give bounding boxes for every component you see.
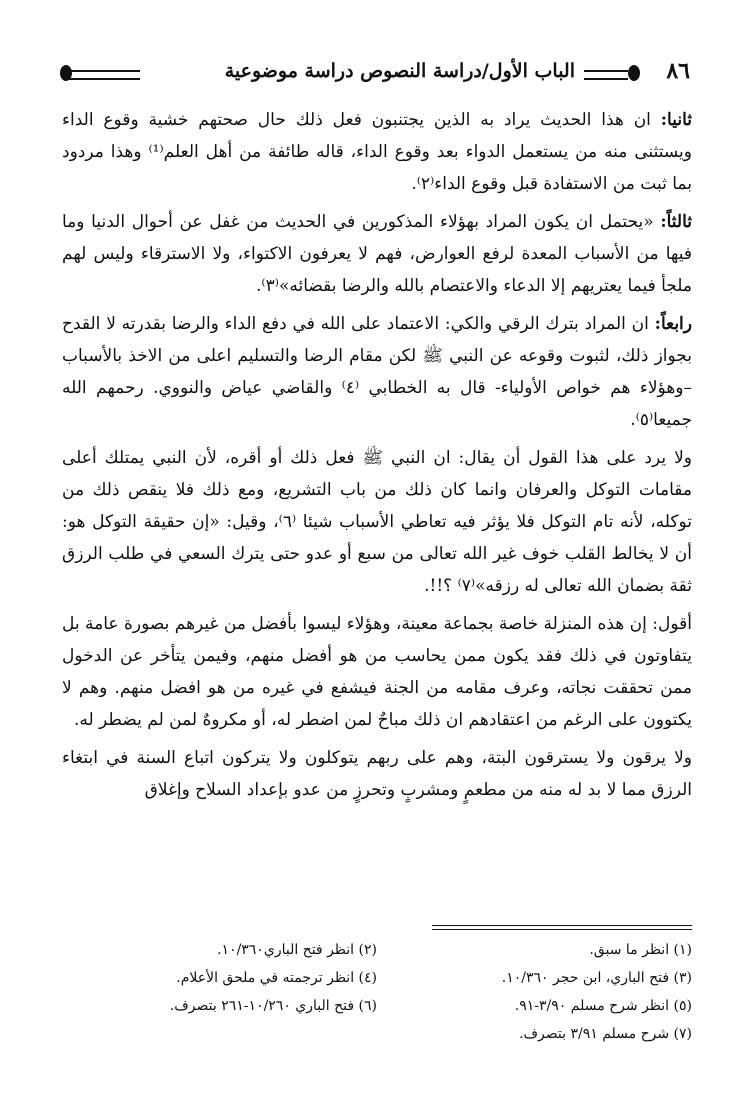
paragraph <box>62 206 692 302</box>
footnote: (٦) فتح الباري ١٠/٢٦٠-٢٦١ بتصرف. <box>169 998 377 1014</box>
footnote: (٣) فتح الباري، ابن حجر ١٠/٣٦٠. <box>501 970 692 986</box>
paragraph-lead: ثالثاً: <box>660 212 692 232</box>
paragraph <box>62 308 692 436</box>
footnote: (٧) شرح مسلم ٣/٩١ بتصرف. <box>519 1026 692 1042</box>
paragraph <box>62 104 692 200</box>
paragraph-text: ولا يرقون ولا يسترقون البتة، وهم على ربهم يتوكلون ولا يتركون اتباع السنة في ابتغاء الرزق مما لا بد له منه من مطعمٍ ومشربٍ وتحرزٍ من عدو بإعداد السلاح وإغلاق <box>62 748 692 800</box>
paragraph-text: ان المراد بترك الرقي والكي: الاعتماد على الله في دفع الداء والرضا بقدرته لا القدح بجواز ذلك، لثبوت وقوعه عن النبي ﷺ لكن مقام الرضا والتسليم اعلى من الاخذ بالأسباب –وهؤلاء هم خواص الأولياء- قال به الخطابي ⁽٤⁾ والقاضي عياض والنووي. رحمهم الله جميعا⁽٥⁾. <box>62 314 692 430</box>
paragraph-text: ولا يرد على هذا القول أن يقال: ان النبي ﷺ فعل ذلك أو أقره، لأن النبي يمتلك أعلى مقامات التوكل والعرفان وانما كان ذلك من باب التشريع، ومع ذلك فلا ينقص ذلك من توكله، لأنه تام التوكل فلا يؤثر فيه تعاطي الأسباب شيئا ⁽٦⁾، وقيل: «إن حقيقة التوكل هو: أن لا يخالط القلب خوف غير الله تعالى من سبع أو عدو حتى يترك السعي في طلب الرزق ثقة بضمان الله تعالى له رزقه»⁽٧⁾ ؟!!. <box>62 448 693 596</box>
paragraph <box>62 742 692 806</box>
paragraph-text: ان هذا الحديث يراد به الذين يجتنبون فعل ذلك حال صحتهم خشية وقوع الداء ويستثنى منه من يستعمل الدواء بعد وقوع الداء، قاله طائفة من أهل العلم⁽¹⁾ وهذا مردود بما ثبت من الاستفادة قبل وقوع الداء⁽٢⁾. <box>62 110 692 194</box>
paragraph <box>62 442 692 602</box>
footnote: (١) انظر ما سبق. <box>589 942 692 958</box>
paragraph-lead: ثانيا: <box>660 110 692 130</box>
ornament-dot <box>60 65 72 81</box>
footnote-row <box>62 964 692 992</box>
page-number: ٨٦ <box>666 58 690 84</box>
footnotes <box>62 936 692 1048</box>
chapter-title: الباب الأول/دراسة النصوص دراسة موضوعية <box>224 60 575 82</box>
footnote: (٢) انظر فتح الباري١٠/٣٦٠. <box>217 942 377 958</box>
paragraph-text: «يحتمل ان يكون المراد بهؤلاء المذكورين في الحديث من غفل عن أحوال الدنيا وما فيها من الأسباب المعدة لرفع العوارض، فهم لا يعرفون الاكتواء، ولا الاسترقاء وليس لهم ملجأ فيما يعتريهم إلا الدعاء والاعتصام بالله والرضا بقضائه»⁽٣⁾. <box>62 212 692 296</box>
footnote-separator <box>432 929 692 930</box>
running-header <box>50 58 690 94</box>
ornament-dot <box>628 65 640 81</box>
footnote: (٤) انظر ترجمته في ملحق الأعلام. <box>176 970 377 986</box>
paragraph-text: أقول: إن هذه المنزلة خاصة بجماعة معينة، وهؤلاء ليسوا بأفضل من غيرهم بصورة عامة بل يتفاوتون في ذلك فقد يكون ممن يحاسب من هو أفضل منهم، وفيمن يتأخر عن الدخول ممن تحققت نجاته، وعرف مقامه من الجنة فيشفع في غيره من هو افضل منهم. وهم لا يكتوون على الرغم من اعتقادهم ان ذلك مباحٌ لمن اضطر له، أو مكروهٌ لمن لم يضطر له. <box>62 614 692 730</box>
footnote-row <box>62 936 692 964</box>
footnote: (٥) انظر شرح مسلم ٣/٩٠-٩١. <box>514 998 692 1014</box>
paragraph-lead: رابعاً: <box>654 314 692 334</box>
ornament-rule <box>584 70 628 80</box>
footnote-row <box>62 992 692 1020</box>
footnote-row <box>62 1020 692 1048</box>
ornament-rule <box>68 70 140 80</box>
footnote-separator <box>432 925 692 926</box>
main-text <box>62 104 692 812</box>
paragraph <box>62 608 692 736</box>
